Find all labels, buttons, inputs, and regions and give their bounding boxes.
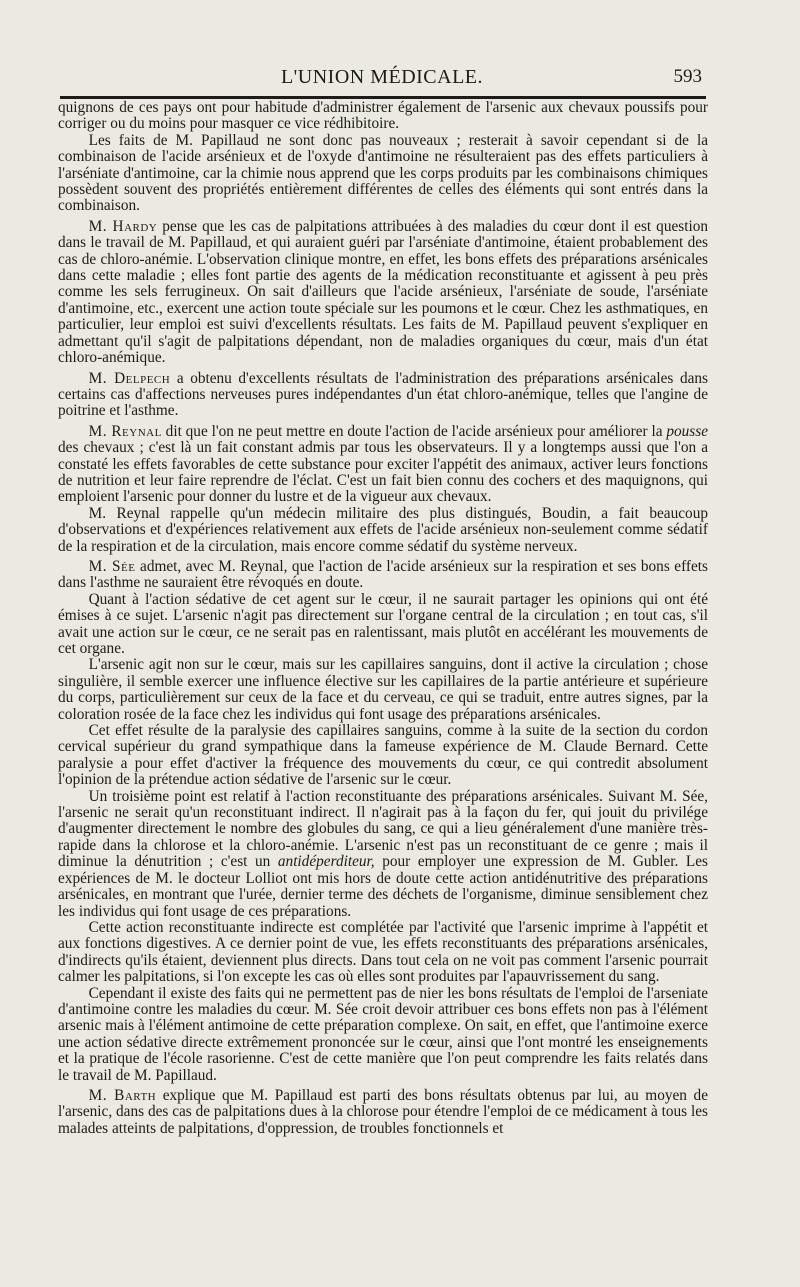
paragraph-text: Quant à l'action sédative de cet agent sur le cœur, il ne saurait partager les opinions qui ont été émises à ce sujet. L'arsenic n'agit pas directement sur l'organe central de la circulation ; en tout cas, s'il avait une action sur le cœur, ce ne serait pas en ralentissant, mais plutôt en accélérant les mouvements de cet organe. bbox=[58, 590, 708, 657]
paragraph-text: Les faits de M. Papillaud ne sont donc pas nouveaux ; resterait à savoir cependant si de la combinaison de l'acide arsénieux et de l'oxyde d'antimoine ne résulteraient pas des effets particuliers à l'arséniate d'antimoine, car la chimie nous apprend que les corps produits par les combinaisons chimiques possèdent souvent des propriétés entièrement différentes de celles des éléments qui sont entrés dans la combinaison. bbox=[58, 131, 708, 215]
paragraph bbox=[58, 789, 708, 920]
journal-title: L'UNION MÉDICALE. bbox=[280, 66, 484, 88]
article-body bbox=[58, 100, 708, 1137]
paragraph-text: Un troisième point est relatif à l'action reconstituante des préparations arsénicales. Suivant M. Sée, l'arsenic ne serait qu'un reconstituant indirect. Il n'agirait pas à la façon du fer, qui jouit du privilége d'augmenter directement le nombre des globules du sang, ce qui a lieu généralement d'une manière très-rapide dans la chlorose et la chloro-anémie. L'arsenic n'est pas un reconstituant de ce genre ; mais il diminue la dénutrition ; c'est un bbox=[58, 787, 708, 871]
paragraph-text: dit que l'on ne peut mettre en doute l'action de l'acide arsénieux pour améliorer la bbox=[165, 422, 663, 440]
paragraph bbox=[58, 424, 708, 506]
paragraph-text: Cette action reconstituante indirecte est complétée par l'activité que l'arsenic imprime à l'appétit et aux fonctions digestives. A ce dernier point de vue, les effets reconstituants des préparations arsénicales, d'indirects qu'ils étaient, deviennent plus directs. Dans tout cela on ne voit pas comment l'arsenic pourrait calmer les palpitations, si l'on excepte les cas où elles sont produites par l'apauvrissement du sang. bbox=[58, 918, 708, 986]
paragraph bbox=[58, 1088, 708, 1137]
paragraph bbox=[58, 133, 708, 215]
speaker-name: M. Reynal bbox=[88, 422, 162, 440]
paragraph-text: Cet effet résulte de la paralysie des capillaires sanguins, comme à la suite de la section du cordon cervical supérieur du grand sympathique dans la fameuse expérience de M. Claude Bernard. Cette paralysie a pour effet d'activer la fréquence des mouvements du cœur, ce qui contredit absolument l'opinion de la prétendue action sédative de l'arsenic sur le cœur. bbox=[58, 722, 708, 789]
italic-term: pousse bbox=[666, 422, 709, 440]
speaker-name: M. Barth bbox=[88, 1086, 157, 1104]
speaker-name: M. Delpech bbox=[88, 369, 171, 387]
paragraph bbox=[58, 371, 708, 420]
speaker-name: M. Hardy bbox=[88, 217, 158, 235]
paragraph bbox=[58, 559, 708, 592]
paragraph-text: a obtenu d'excellents résultats de l'administration des préparations arsénicales dans certains cas d'affections nerveuses pures indépendantes d'un état chloro-anémique, telles que l'angine de poitrine et l'asthme. bbox=[58, 369, 708, 420]
paragraph bbox=[58, 592, 708, 658]
paragraph-text: Cependant il existe des faits qui ne permettent pas de nier les bons résultats de l'emploi de l'arseniate d'antimoine contre les maladies du cœur. M. Sée croit devoir attribuer ces bons effets non pas à l'élément arsenic mais à l'élément antimoine de cette préparation complexe. On sait, en effet, que l'antimoine exerce une action sédative directe extrêmement prononcée sur le cœur, ainsi que l'ont montré les enseignements et la pratique de l'école rasorienne. C'est de cette manière que l'on peut comprendre les faits relatés dans le travail de M. Papillaud. bbox=[58, 984, 708, 1084]
paragraph bbox=[58, 986, 708, 1084]
paragraph bbox=[58, 920, 708, 986]
paragraph bbox=[58, 657, 708, 723]
paragraph bbox=[58, 506, 708, 555]
paragraph-text: pour employer une expression de M. Gubler. Les expériences de M. le docteur Lolliot ont mis hors de doute cette action antidénutritive des préparations arsénicales, en montrant que l'urée, dernier terme des déchets de l'organisme, diminue sensiblement chez les individus qui font usage de ces préparations. bbox=[58, 853, 709, 920]
paragraph bbox=[58, 723, 708, 789]
paragraph-text: explique que M. Papillaud est parti des bons résultats obtenus par lui, au moyen de l'arsenic, dans des cas de palpitations dues à la chlorose pour étendre l'emploi de ce médicament à tous les malades atteints de palpitations, d'oppression, de troubles fonctionnels et bbox=[58, 1086, 708, 1137]
page-header bbox=[58, 62, 706, 94]
paragraph bbox=[58, 219, 708, 367]
paragraph-text: L'arsenic agit non sur le cœur, mais sur les capillaires sanguins, dont il active la circulation ; chose singulière, il semble exercer une influence élective sur les capillaires de la partie antérieure et supérieure du corps, particulièrement sur ceux de la face et du cerveau, ce qui se traduit, entre autres signes, par la coloration rosée de la face chez les individus qui font usage des préparations arsénicales. bbox=[58, 656, 708, 723]
paragraph-text: quignons de ces pays ont pour habitude d'administrer également de l'arsenic aux chevaux poussifs pour corriger ou du moins pour masquer ce vice rédhibitoire. bbox=[58, 99, 708, 133]
paragraph-text: M. Reynal rappelle qu'un médecin militaire des plus distingués, Boudin, a fait beaucoup d'observations et d'expériences relativement aux effets de l'acide arsénieux non-seulement comme sédatif de la respiration et de la circulation, mais encore comme sédatif du système nerveux. bbox=[58, 504, 708, 555]
paragraph-text: pense que les cas de palpitations attribuées à des maladies du cœur dont il est question dans le travail de M. Papillaud, et qui auraient guéri par l'arséniate d'antimoine, étaient probablement des cas de chloro-anémie. L'observation clinique montre, en effet, les bons effets des préparations arsénicales dans cette maladie ; elles font partie des agents de la médication reconstituante et agissent à peu près comme les sels ferrugineux. On sait d'ailleurs que l'acide arsénieux, l'arséniate de soude, l'arséniate d'antimoine, etc., exercent une action toute spéciale sur les poumons et le cœur. Chez les asthmatiques, en particulier, leur emploi est suivi d'excellents résultats. Les faits de M. Papillaud peuvent s'expliquer en admettant qu'il s'agit de palpitations dépendant, non de maladies organiques du cœur, mais d'un état chloro-anémique. bbox=[58, 217, 709, 367]
italic-term: antidéperditeur, bbox=[277, 853, 375, 871]
speaker-name: M. Sée bbox=[88, 557, 136, 575]
paragraph-text: admet, avec M. Reynal, que l'action de l'acide arsénieux sur la respiration et ses bons effets dans l'asthme ne sauraient être révoqués en doute. bbox=[58, 557, 708, 592]
paragraph bbox=[58, 100, 708, 133]
page-number: 593 bbox=[673, 66, 702, 87]
paragraph-text: des chevaux ; c'est là un fait constant admis par tous les observateurs. Il y a longtemps aussi que l'on a constaté les effets favorables de cette substance pour exciter l'appétit des animaux, activer leurs fonctions de nutrition et leur faire reprendre de l'éclat. C'est un fait bien connu des cochers et des maquignons, qui emploient l'arsenic pour donner du lustre et de la vigueur aux chevaux. bbox=[58, 439, 708, 506]
